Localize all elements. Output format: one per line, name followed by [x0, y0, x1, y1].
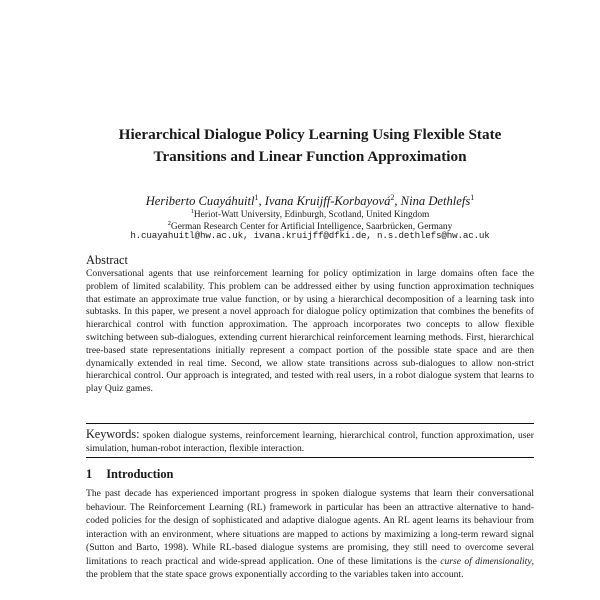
affiliation-text: German Research Center for Artificial Intelligence, Saarbrücken, Germany	[170, 222, 453, 233]
section-number: 1	[86, 467, 93, 481]
introduction-paragraph	[86, 487, 534, 582]
author-name: Nina Dethlefs	[400, 194, 471, 209]
affiliation-mark: 2	[167, 220, 171, 227]
paper-title: Hierarchical Dialogue Policy Learning Using Flexible State Transitions and Linear Function Approximation	[118, 126, 502, 165]
author-list: Heriberto Cuayáhuitl$^1$, Ivana Kruijff-Korbayová$^2$, Nina Dethlefs$^1$	[145, 193, 475, 209]
author-affiliation-mark: 2	[390, 193, 395, 202]
intro-emphasis: curse of dimensionality	[440, 555, 532, 567]
author-affiliation-mark: 1	[254, 193, 259, 202]
intro-text: The past decade has experienced important progress in spoken dialogue systems that learn their conversational behaviour. The Reinforcement Learning (RL) framework in particular has been an attractive alternative to hand-coded policies for the design of sophisticated and adaptive dialogue agents. An RL agent learns its behaviour from interaction with an environment, where situations are mapped to actions by maximizing a long-term reward signal (Sutton and Barto, 1998). While RL-based dialogue systems are promising, they still need to overcome several limitations to reach practical and wide-spread application. One of these limitations is the	[86, 488, 534, 567]
intro-text-end: , the problem that the state space grows exponentially according to the variables taken into account.	[86, 555, 535, 580]
keywords-top-rule	[86, 423, 534, 424]
author-name: Heriberto Cuayáhuitl	[145, 194, 255, 209]
abstract-heading: Abstract	[86, 253, 128, 267]
abstract-text: Conversational agents that use reinforcement learning for policy optimization in large domains often face the problem of limited scalability. This problem can be addressed either by using function approximation techniques that estimate an approximate true value function, or by using a hierarchical decomposition of a learning task into subtasks. In this paper, we present a novel approach for dialogue policy optimization that combines the benefits of hierarchical control with function approximation. The approach incorporates two concepts to allow flexible switching between sub-dialogues, extending current hierarchical reinforcement learning methods. First, hierarchical tree-based state representations initially represent a compact portion of the possible state space and are then dynamically extended in real time. Second, we allow state transitions across sub-dialogues to allow non-strict hierarchical control. Our approach is integrated, and tested with real users, in a robot dialogue system that learns to play Quiz games.	[86, 268, 534, 395]
author-name: Ivana Kruijff-Korbayová	[264, 194, 391, 209]
author-affiliation-mark: 1	[470, 193, 475, 202]
section-heading	[86, 467, 173, 481]
author-emails: h.cuayahuitl@hw.ac.uk, ivana.kruijff@dfki.de, n.s.dethlefs@hw.ac.uk	[130, 230, 490, 241]
keywords-block	[86, 428, 534, 455]
section-title: Introduction	[106, 467, 174, 481]
keywords-text: spoken dialogue systems, reinforcement learning, hierarchical control, function approximation, user simulation, human-robot interaction, flexible interaction.	[86, 430, 534, 454]
affiliation-mark: 1	[190, 208, 194, 215]
affiliation-text: Heriot-Watt University, Edinburgh, Scotland, United Kingdom	[193, 210, 430, 221]
keywords-bottom-rule	[86, 457, 534, 458]
keywords-label: Keywords:	[86, 427, 140, 441]
